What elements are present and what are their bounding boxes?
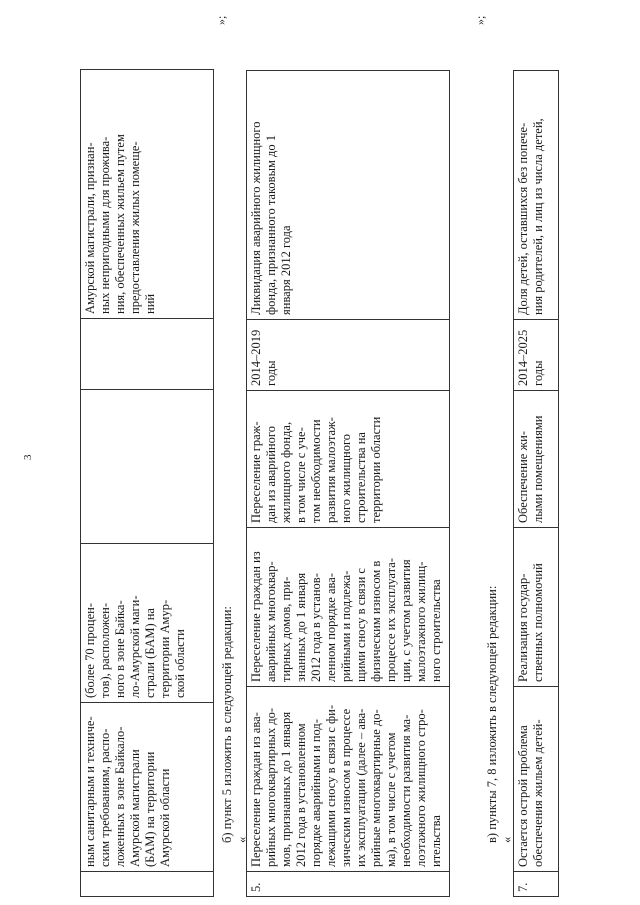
table-cell-number [81,872,214,897]
table-cell-goal: Реализация государ- ственных полномочий [514,528,559,687]
closing-quote-top: »; [214,15,228,25]
table-cell-problem: ным санитарным и техниче- ским требованиям, распо- ложенных в зоне Байкало- Амурской магистрали (БАМ) на территории Амурской области [81,703,214,872]
table-row-5 [246,70,450,897]
closing-quote-mid: »; [473,15,487,25]
table-cell-problem: Переселение граждан из ава- рийных многоквартирных до- мов, признанных до 1 января 2012 года в установленном порядке аварийными и под- лежащими сносу в связи с фи- зическим износом в процессе их эксплуатации (далее – ава- рийные многоквартирные до- ма), в том числе с учетом необходимости развития ма- лоэтажного жилищного стро- ительства [247,687,450,872]
table-cell-goal: Переселение граждан из аварийных многоквар- тирных домов, при- знанных до 1 января 2012 года в установ- ленном порядке ава- рийными и подлежа- щими сносу в связи с физическим износом в процессе их эксплуата- ции, с учетом развития малоэтажного жилищ- ного строительства [247,528,450,687]
table-cell-indicator: Ликвидация аварийного жилищного фонда, признанного таковым до 1 января 2012 года [247,71,450,320]
table-cell-indicator: Доля детей, оставшихся без попече- ния родителей, и лиц из числа детей, [514,71,559,320]
table-cell-goal: (более 70 процен- тов), расположен- ного в зоне Байка- ло-Амурской маги- страли (БАМ) на территории Амур- ской области [81,544,214,703]
table-row [81,70,214,897]
intro-item-c: в) пункты 7, 8 изложить в следующей редакции: « [485,585,514,843]
table-cell-task: Переселение граж- дан из аварийного жилищного фонда, в том числе с уче- том необходимости развития малоэтаж- ного жилищного строительства на территории области [247,391,450,528]
table-cell-task [81,390,214,544]
table-cell-indicator: Амурской магистрали, признан- ных непригодными для прожива- ния, обеспеченных жильем путем предоставления жилых помеще- ний [81,70,214,319]
intro-item-b: б) пункт 5 изложить в следующей редакции: « [220,606,249,843]
table-cell-number: 5. [247,872,450,897]
page-number: 3 [22,454,34,460]
table-cell-period: 2014–2019 годы [247,320,450,391]
table-row [247,71,450,897]
table-top-continuation [80,69,214,897]
table-cell-number: 7. [514,872,559,897]
table-cell-task: Обеспечение жи- лыми помещениями [514,391,559,528]
table-row [514,71,559,897]
table-cell-period [81,319,214,390]
table-row-7 [513,70,559,897]
table-cell-period: 2014–2025 годы [514,320,559,391]
table-cell-problem: Остается острой проблема обеспечения жильем детей- [514,687,559,872]
